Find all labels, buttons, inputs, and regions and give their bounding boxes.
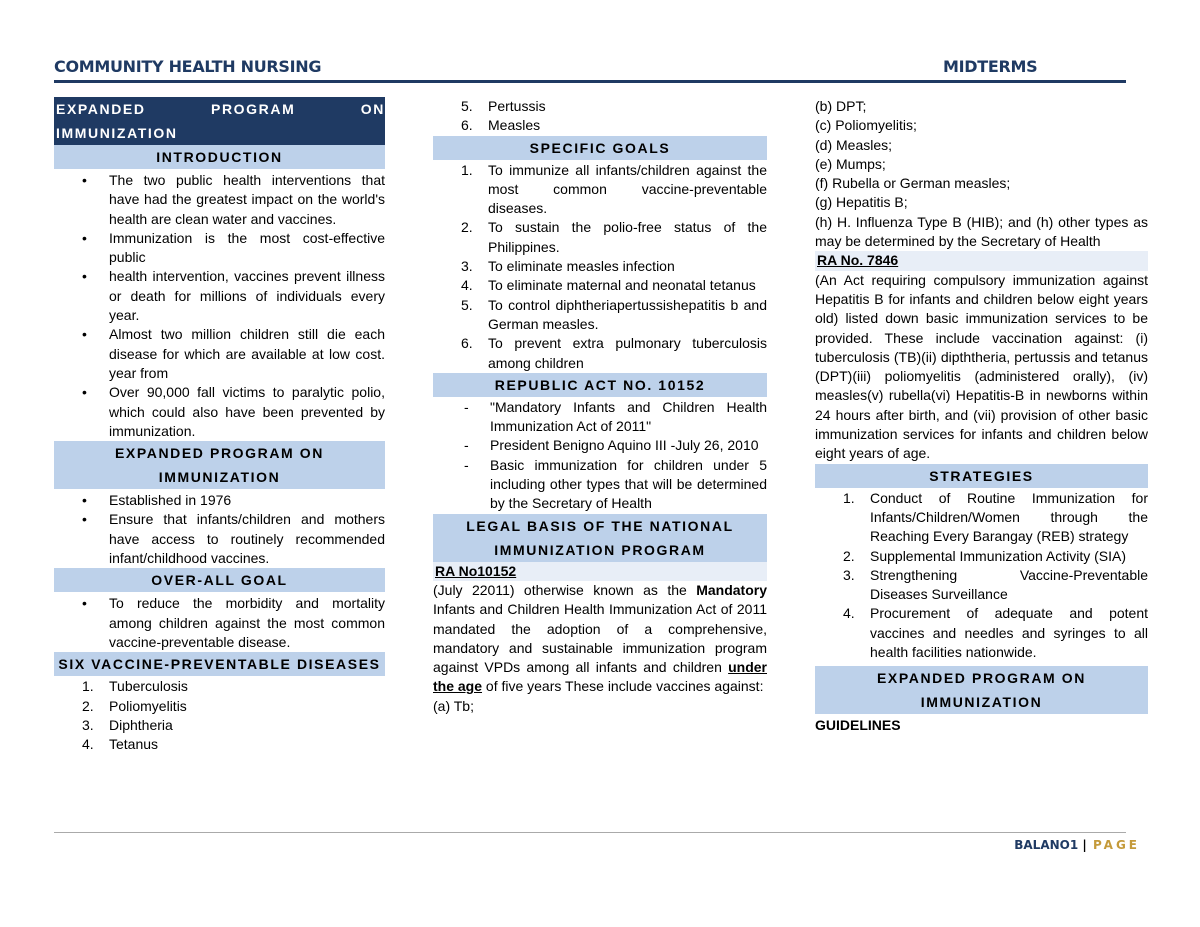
section-heading-epi: EXPANDED PROGRAM ON IMMUNIZATION [54, 441, 385, 489]
list-item [815, 604, 1148, 662]
item-text: Tuberculosis [109, 678, 188, 695]
item-text: To prevent extra pulmonary tuberculosis among children [488, 335, 767, 371]
item-text: Tetanus [109, 736, 159, 753]
list-item [815, 547, 1148, 566]
guidelines-heading: GUIDELINES [815, 717, 901, 734]
header-term: MIDTERMS [943, 57, 1038, 76]
section-heading-republic-act: REPUBLIC ACT NO. 10152 [433, 373, 767, 397]
item-number: 3. [82, 716, 94, 733]
vaccine-item: (h) H. Influenza Type B (HIB); and (h) other types as may be determined by the Secretary of Health [815, 213, 1148, 250]
republic-act-list [433, 398, 767, 514]
item-number: 1. [461, 161, 473, 178]
header-title: COMMUNITY HEALTH NURSING [54, 57, 322, 76]
list-item: • The two public health interventions that have had the greatest impact on the world's health are clean water and vaccines. [54, 171, 385, 229]
list-item: • Over 90,000 fall victims to paralytic polio, which could also have been prevented by immunization. [54, 383, 385, 441]
item-text: To eliminate maternal and neonatal tetanus [488, 277, 756, 294]
ra-7846-label: RA No. 7846 [815, 251, 1148, 270]
item-number: 4. [82, 736, 94, 753]
list-item [433, 116, 767, 135]
list-item [433, 218, 767, 257]
vaccine-item: (b) DPT; [815, 98, 867, 114]
section-heading-specific-goals: SPECIFIC GOALS [433, 136, 767, 160]
item-text: To eliminate measles infection [488, 258, 675, 275]
ra-10152-paragraph [433, 581, 767, 697]
list-item [433, 97, 767, 116]
item-number: 2. [461, 219, 473, 236]
list-item [433, 161, 767, 219]
item-number: 3. [461, 258, 473, 275]
title-word: PROGRAM [211, 101, 296, 117]
list-item: • Established in 1976 [54, 491, 385, 510]
footer [1014, 838, 1140, 852]
item-text: Pertussis [488, 98, 546, 114]
list-item [54, 716, 385, 735]
column-3 [815, 97, 1148, 736]
specific-goals-list [433, 161, 767, 373]
list-item [815, 489, 1148, 547]
para-text: Infants and Children Health Immunization Act of 2011 mandated the adoption of a comprehensive, mandatory and sustainable immunization program against VPDs among all infants and children [433, 601, 767, 676]
section-heading-introduction: INTRODUCTION [54, 145, 385, 169]
footer-separator: | [1078, 838, 1091, 852]
list-item: • Immunization is the most cost-effective public [54, 229, 385, 268]
footer-page-label: PAGE [1092, 838, 1140, 852]
diseases-list-continued [433, 97, 767, 136]
header-divider [54, 80, 1126, 83]
item-number: 5. [461, 296, 473, 313]
para-text: of five years These include vaccines against: [482, 678, 764, 695]
item-text: Procurement of adequate and potent vaccines and needles and syringes to all health facilities nationwide. [870, 605, 1148, 661]
list-item: - Basic immunization for children under 5 including other types that will be determined by the Secretary of Health [433, 456, 767, 514]
item-number: 2. [82, 697, 94, 714]
list-item: • Almost two million children still die each disease for which are available at low cost. year from [54, 325, 385, 383]
epi-list [54, 491, 385, 568]
item-number: 4. [843, 605, 855, 622]
title-word: EXPANDED [56, 101, 146, 117]
item-number: 5. [461, 98, 473, 114]
item-text: Poliomyelitis [109, 697, 187, 714]
list-item [433, 257, 767, 276]
title-line-2: IMMUNIZATION [56, 125, 178, 141]
list-item [433, 334, 767, 373]
item-text: Diphtheria [109, 716, 173, 733]
ra-7846-paragraph: (An Act requiring compulsory immunization against Hepatitis B for infants and children below eight years old) listed down basic immunization services to be provided. These include vaccination against: (i) tuberculosis (TB)(ii) dipththeria, pertussis and tetanus (DPT)(iii) poliomyelitis (administered orally), (iv) measles(v) rubella(vi) Hepatitis-B in newborns within 24 hours after birth, and (vii) provision of other basic immunization services for infants and children below eight years of age. [815, 271, 1148, 462]
vaccine-item: (c) Poliomyelitis; [815, 117, 917, 134]
item-text: Conduct of Routine Immunization for Infants/Children/Women through the Reaching Every Barangay (REB) strategy [870, 489, 1148, 545]
vaccine-item: (e) Mumps; [815, 155, 886, 172]
para-underline: under the age [433, 659, 767, 695]
item-text: Strengthening Vaccine-Preventable Diseases Surveillance [870, 566, 1148, 603]
list-item [433, 276, 767, 295]
item-text: To immunize all infants/children against the most common vaccine-preventable diseases. [488, 161, 767, 217]
para-bold: Mandatory [696, 581, 767, 598]
title-word: ON [360, 101, 385, 117]
footer-author: BALANO1 [1014, 838, 1079, 852]
section-heading-overall-goal: OVER-ALL GOAL [54, 568, 385, 592]
section-title-expanded-program [54, 97, 385, 145]
list-item [54, 735, 385, 754]
item-number: 4. [461, 277, 473, 294]
list-item [433, 296, 767, 335]
intro-list [54, 171, 385, 441]
item-text: To control diphtheriapertussishepatitis b and German measles. [488, 296, 767, 332]
item-number: 1. [843, 489, 855, 506]
list-item [54, 697, 385, 716]
item-number: 6. [461, 117, 473, 134]
footer-divider [54, 832, 1126, 833]
item-number: 2. [843, 547, 855, 564]
section-heading-strategies: STRATEGIES [815, 464, 1148, 488]
para-text: (July 22011) otherwise known as the [433, 581, 697, 598]
diseases-list [54, 677, 385, 754]
section-heading-epi-guidelines: EXPANDED PROGRAM ON IMMUNIZATION [815, 666, 1148, 714]
item-number: 6. [461, 335, 473, 352]
list-item: - President Benigno Aquino III -July 26, 2010 [433, 436, 767, 455]
goal-list [54, 594, 385, 652]
item-text: Measles [488, 117, 541, 134]
item-number: 1. [82, 678, 94, 695]
list-item: • To reduce the morbidity and mortality among children against the most common vaccine-preventable disease. [54, 594, 385, 652]
vaccine-item: (g) Hepatitis B; [815, 194, 908, 211]
vaccine-item: (f) Rubella or German measles; [815, 175, 1011, 192]
vaccine-item: (d) Measles; [815, 136, 893, 153]
column-1 [54, 97, 385, 754]
section-heading-six-diseases: SIX VACCINE-PREVENTABLE DISEASES [54, 652, 385, 676]
item-text: Supplemental Immunization Activity (SIA) [870, 547, 1126, 564]
item-text: To sustain the polio-free status of the Philippines. [488, 219, 767, 255]
list-item: • health intervention, vaccines prevent illness or death for millions of individuals every year. [54, 267, 385, 325]
column-2 [433, 97, 767, 716]
item-number: 3. [843, 566, 855, 583]
list-item: • Ensure that infants/children and mothers have access to routinely recommended infant/childhood vaccines. [54, 510, 385, 568]
section-heading-legal-basis: LEGAL BASIS OF THE NATIONAL IMMUNIZATION PROGRAM [433, 514, 767, 562]
list-item: - "Mandatory Infants and Children Health Immunization Act of 2011" [433, 398, 767, 437]
strategies-list [815, 489, 1148, 663]
ra-10152-label: RA No10152 [433, 562, 767, 581]
list-item [815, 566, 1148, 605]
list-item [54, 677, 385, 696]
vaccine-item: (a) Tb; [433, 697, 474, 714]
